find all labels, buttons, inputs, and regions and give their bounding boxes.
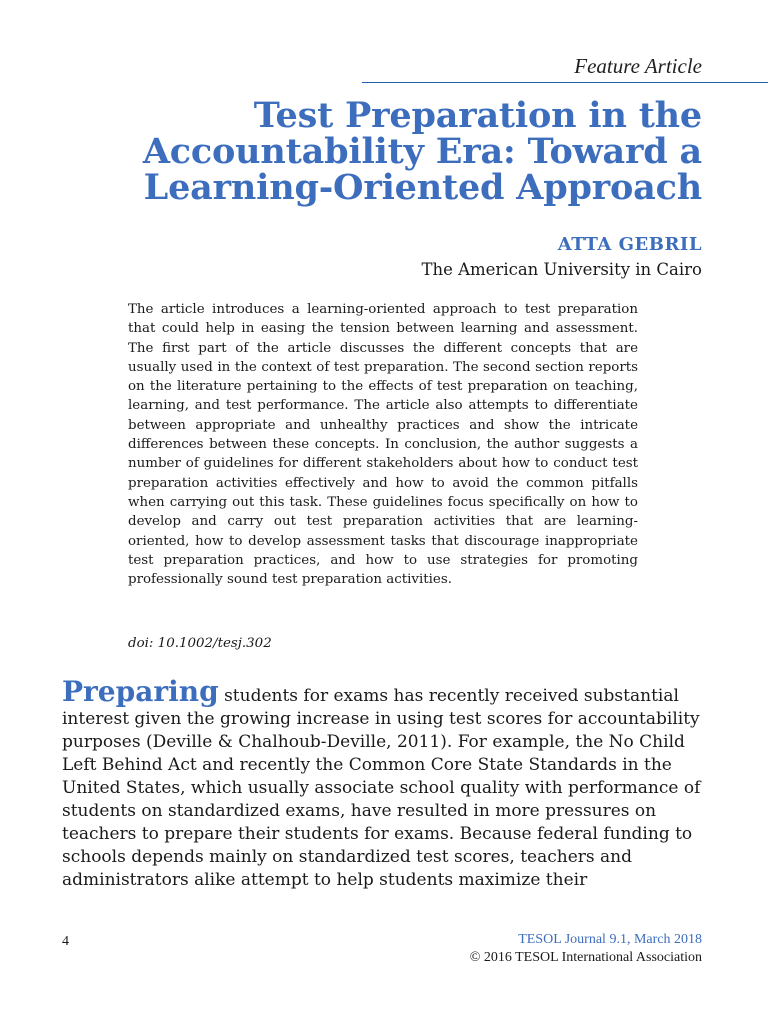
body-paragraph [62, 675, 702, 892]
body-text: students for exams has recently received substantial interest given the growing increase in using test scores for accountability purposes (Deville & Chalhoub-Deville, 2011). For example, the No Child Left Behind Act and recently the Common Core State Standards in the United States, which usually associate school quality with performance of students on standardized exams, have resulted in more pressures on teachers to prepare their students for exams. Because federal funding to schools depends mainly on standardized test scores, teachers and administrators alike attempt to help students maximize their [62, 686, 701, 890]
lead-word: Preparing [62, 675, 219, 708]
author-name: ATTA GEBRIL [557, 234, 702, 255]
section-label: Feature Article [574, 54, 702, 78]
section-divider [362, 82, 768, 83]
title-line: Accountability Era: Toward a [142, 131, 702, 172]
article-title [82, 95, 702, 208]
page-number: 4 [62, 934, 69, 949]
title-line: Learning-Oriented Approach [143, 167, 702, 208]
abstract: The article introduces a learning-oriented approach to test preparation that could help in easing the tension between learning and assessment. The first part of the article discusses the different concepts that are usually used in the context of test preparation. The second section reports on the literature pertaining to the effects of test preparation on teaching, learning, and test performance. The article also attempts to differentiate between appropriate and unhealthy practices and show the intricate differences between these concepts. In conclusion, the author suggests a number of guidelines for different stakeholders about how to conduct test preparation activities effectively and how to avoid the common pitfalls when carrying out this task. These guidelines focus specifically on how to develop and carry out test preparation activities that are learning-oriented, how to develop assessment tasks that discourage inappropriate test preparation practices, and how to use strategies for promoting professionally sound test preparation activities. [128, 302, 638, 588]
journal-citation: TESOL Journal 9.1, March 2018 [518, 932, 702, 947]
title-line: Test Preparation in the [253, 95, 702, 136]
doi-link[interactable]: doi: 10.1002/tesj.302 [128, 636, 272, 651]
author-affiliation: The American University in Cairo [421, 260, 702, 279]
copyright-notice: © 2016 TESOL International Association [469, 950, 702, 965]
